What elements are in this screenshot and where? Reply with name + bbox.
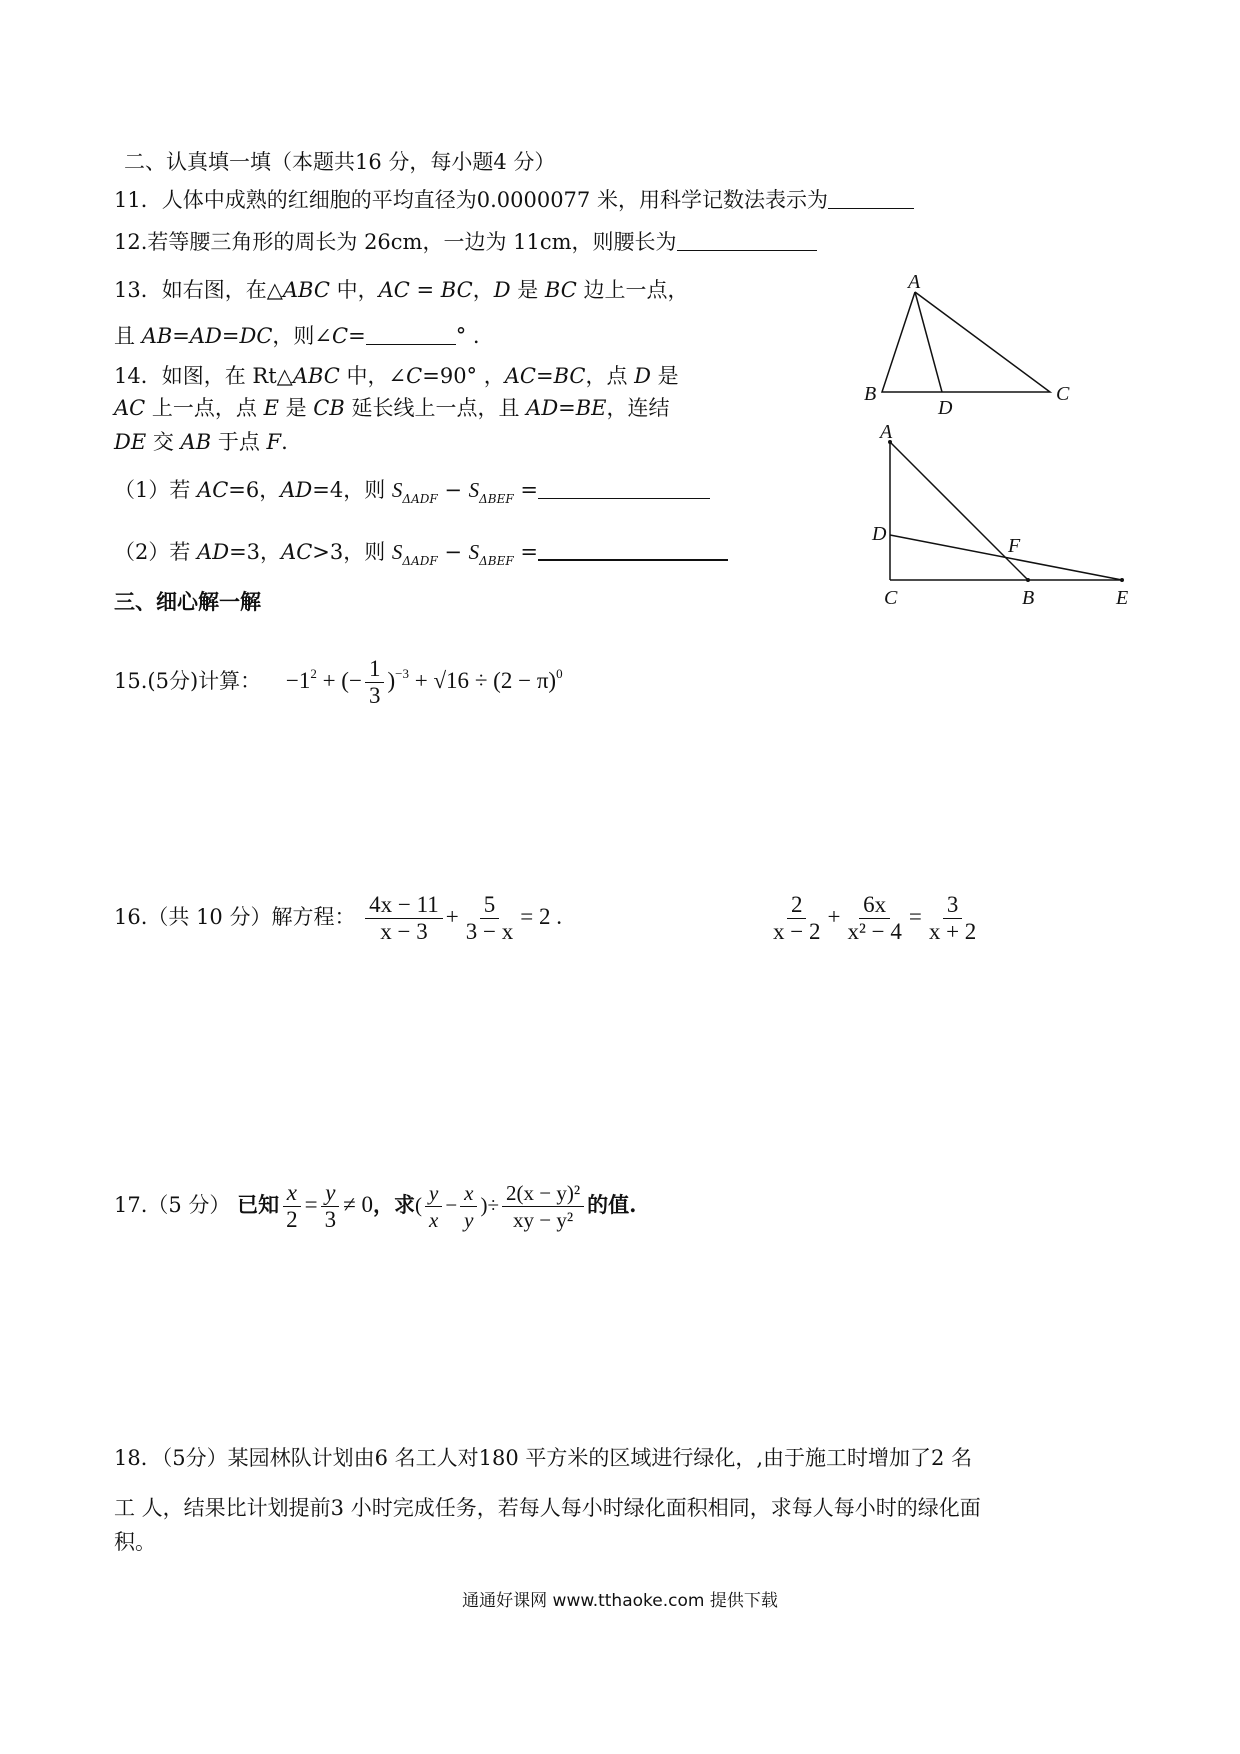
q14-segment: AC xyxy=(114,396,146,420)
question-18-line-2: 工 人，结果比计划提前3 小时完成任务，若每人每小时绿化面积相同，求每人每小时的绿化面 xyxy=(114,1496,981,1520)
q16-fraction xyxy=(769,892,824,945)
q14-text: （1）若 xyxy=(114,478,198,502)
q13-text: 是 xyxy=(510,278,545,302)
q16-label: 16.（共 10 分）解方程： xyxy=(114,904,356,929)
q14-segment: AD xyxy=(197,540,230,564)
q14-segment: DE xyxy=(114,430,147,454)
q17-condition xyxy=(279,1180,373,1232)
q14-text: 于点 xyxy=(211,430,267,454)
q14-text: 14．如图，在 Rt△ xyxy=(114,364,293,388)
q13-text: ，则∠ xyxy=(272,324,332,348)
question-18-line-1: 18．（5分）某园林队计划由6 名工人对180 平方米的区域进行绿化，,由于施工时增加了2 名 xyxy=(114,1446,973,1470)
plus-sign: + xyxy=(445,903,459,929)
answer-blank-11 xyxy=(828,188,914,209)
fraction-numerator: 2(x − y)² xyxy=(502,1180,584,1207)
answer-blank-12 xyxy=(677,230,817,251)
q13-triangle: ABC xyxy=(282,278,330,302)
question-13-line-2 xyxy=(114,322,480,350)
question-16 xyxy=(114,892,562,945)
fraction-numerator: x xyxy=(460,1180,477,1207)
q13-text: 边上一点， xyxy=(576,278,689,302)
footer-source: 通通好课网 www.tthaoke.com 提供下载 xyxy=(462,1591,778,1611)
q14-segment: AB xyxy=(180,430,212,454)
triangle-outline xyxy=(882,292,1050,392)
q13-text: 13．如右图，在△ xyxy=(114,278,283,302)
q14-text: 延长线上一点，且 xyxy=(344,396,527,420)
q14-text: 上一点，点 xyxy=(145,396,264,420)
area-subscript: ΔADF xyxy=(402,554,438,568)
figure-right-triangle xyxy=(860,422,1150,612)
segment-de xyxy=(890,535,1122,580)
area-symbol: S xyxy=(468,478,480,502)
q16-fraction xyxy=(843,892,905,945)
question-14-part-1 xyxy=(114,476,710,513)
vertex-label-c: C xyxy=(884,587,898,609)
vertex-label-e: E xyxy=(1116,587,1129,609)
q15-exponent: 0 xyxy=(556,665,563,681)
vertex-label-b: B xyxy=(864,383,877,405)
q14-condition: AD=BE xyxy=(526,396,607,420)
figure-triangle-abc xyxy=(850,274,1090,424)
q16-equation-2 xyxy=(766,892,983,945)
fraction-denominator: x + 2 xyxy=(928,919,977,944)
not-equal-zero: ≠ 0 xyxy=(343,1191,373,1217)
area-symbol: S xyxy=(391,540,403,564)
q15-fraction xyxy=(365,656,385,709)
question-14-line-2 xyxy=(114,394,670,422)
question-14-part-2 xyxy=(114,538,728,575)
paren: ) xyxy=(480,1192,488,1217)
q14-text: （2）若 xyxy=(114,540,198,564)
area-subscript: ΔADF xyxy=(402,492,438,506)
q17-fraction xyxy=(282,1180,302,1233)
q13-point: D xyxy=(493,278,511,302)
question-12-text: 12.若等腰三角形的周长为 26cm，一边为 11cm，则腰长为 xyxy=(114,230,677,254)
vertex-label-a: A xyxy=(908,274,921,293)
q17-known: 已知 xyxy=(237,1191,280,1217)
q13-text: 且 xyxy=(114,324,142,348)
q15-term: ÷ (2 − π) xyxy=(469,667,557,693)
q13-angle: C xyxy=(332,324,349,348)
q17-fraction xyxy=(321,1180,341,1233)
fraction-denominator: y xyxy=(464,1208,474,1233)
q15-expression xyxy=(285,656,563,708)
q15-exponent: 2 xyxy=(310,665,317,681)
q14-text: =3， xyxy=(229,540,282,564)
answer-blank-14-2 xyxy=(538,539,728,561)
q14-angle: C xyxy=(406,364,423,388)
paren: ( xyxy=(414,1192,422,1217)
q14-text: ，点 xyxy=(585,364,635,388)
question-11-text: 11．人体中成熟的红细胞的平均直径为0.0000077 米，用科学记数法表示为 xyxy=(114,188,828,212)
q17-expression xyxy=(414,1181,587,1233)
fraction-numerator: y xyxy=(425,1180,442,1207)
segment-ad xyxy=(915,292,942,392)
q17-find: ，求 xyxy=(372,1191,415,1217)
q14-triangle: ABC xyxy=(292,364,340,388)
plus-sign: + xyxy=(827,903,841,929)
q14-text: >3，则 xyxy=(312,540,392,564)
question-15 xyxy=(114,656,563,709)
q15-term: + xyxy=(408,667,434,693)
q14-condition: AC=BC xyxy=(504,364,586,388)
fraction-numerator: 2 xyxy=(787,892,807,919)
minus-sign: − xyxy=(437,540,469,564)
q14-point: D xyxy=(634,364,651,388)
area-subscript: ΔBEF xyxy=(479,492,514,506)
answer-blank-13 xyxy=(366,324,456,345)
q13-condition: AC = BC xyxy=(378,278,473,302)
section-2-heading: 二、认真填一填（本题共16 分，每小题4 分） xyxy=(124,150,556,174)
q13-text: 中， xyxy=(329,278,379,302)
answer-blank-14-1 xyxy=(538,478,710,499)
question-17 xyxy=(114,1180,636,1233)
q15-term: + (− xyxy=(316,667,362,693)
q14-text: =6， xyxy=(228,478,281,502)
q16-equation-1 xyxy=(362,892,562,944)
q14-text: 交 xyxy=(146,430,181,454)
q17-fraction xyxy=(502,1180,584,1233)
q13-text: = xyxy=(348,324,366,348)
fraction-numerator: 3 xyxy=(943,892,963,919)
vertex-label-f: F xyxy=(1008,535,1021,557)
segment-ab xyxy=(890,442,1028,580)
fraction-numerator: 6x xyxy=(859,892,890,919)
vertex-label-b: B xyxy=(1022,587,1035,609)
divide-sign: ÷ xyxy=(487,1192,500,1217)
fraction-denominator: 3 xyxy=(368,683,381,708)
q14-point: E xyxy=(263,396,279,420)
fraction-numerator: x xyxy=(283,1180,301,1207)
minus-sign: − xyxy=(445,1192,458,1217)
q14-text: 是 xyxy=(650,364,679,388)
q15-exponent: −3 xyxy=(395,665,409,681)
point-b xyxy=(1026,578,1030,582)
fraction-denominator: x² − 4 xyxy=(847,919,902,944)
fraction-numerator: 5 xyxy=(480,892,500,919)
fraction-denominator: 2 xyxy=(286,1207,298,1232)
q14-text: =4，则 xyxy=(312,478,392,502)
q14-segment: AD xyxy=(280,478,313,502)
fraction-numerator: 4x − 11 xyxy=(365,892,443,919)
fraction-denominator: x xyxy=(428,1208,439,1233)
area-symbol: S xyxy=(468,540,480,564)
equals-sign: = xyxy=(513,540,538,564)
point-e xyxy=(1120,578,1124,582)
q16-fraction xyxy=(365,892,443,945)
q14-text: ，连结 xyxy=(606,396,670,420)
q16-fraction xyxy=(462,892,517,945)
q15-term: ) xyxy=(387,667,396,693)
sqrt-term: √16 xyxy=(433,667,470,693)
vertex-label-a: A xyxy=(880,422,893,443)
equals-sign: = xyxy=(304,1191,318,1217)
q17-label: 17.（5 分） xyxy=(114,1192,231,1217)
fraction-denominator: x − 3 xyxy=(380,919,428,944)
question-14-line-3 xyxy=(114,428,288,456)
q14-segment: AC xyxy=(197,478,229,502)
question-12 xyxy=(114,228,817,256)
question-18-line-3: 积。 xyxy=(114,1530,156,1554)
vertex-label-d: D xyxy=(938,397,953,419)
fraction-denominator: 3 xyxy=(324,1207,337,1232)
fraction-denominator: xy − y² xyxy=(513,1208,574,1233)
q14-text: 中，∠ xyxy=(339,364,407,388)
area-subscript: ΔBEF xyxy=(479,554,514,568)
fraction-denominator: 3 − x xyxy=(465,919,514,944)
q14-point: F xyxy=(266,430,282,454)
q13-text: ， xyxy=(472,278,494,302)
q14-text: 是 xyxy=(278,396,314,420)
q13-degree: ° . xyxy=(455,324,480,348)
fraction-denominator: x − 2 xyxy=(773,919,821,944)
q14-text: =90° ， xyxy=(422,364,505,388)
vertex-label-d: D xyxy=(872,523,887,545)
area-symbol: S xyxy=(391,478,403,502)
minus-sign: − xyxy=(437,478,469,502)
q17-fraction xyxy=(460,1180,477,1233)
section-3-heading: 三、细心解一解 xyxy=(114,589,261,614)
vertex-label-c: C xyxy=(1056,383,1070,405)
question-14-line-1 xyxy=(114,362,679,390)
q14-segment: AC xyxy=(281,540,313,564)
question-11 xyxy=(114,186,914,214)
q17-fraction xyxy=(425,1180,442,1233)
q15-label: 15.(5分)计算： xyxy=(114,668,262,693)
q15-term: −1 xyxy=(285,667,311,693)
q16-fraction xyxy=(925,892,980,945)
q13-segment: BC xyxy=(544,278,577,302)
q14-text: . xyxy=(281,430,288,454)
q16-rhs: = 2 . xyxy=(520,903,562,929)
q14-segment: CB xyxy=(313,396,345,420)
equals-sign: = xyxy=(908,903,922,929)
fraction-numerator: y xyxy=(321,1180,339,1207)
q17-tail: 的值. xyxy=(587,1191,637,1217)
question-13-line-1 xyxy=(114,276,688,304)
q13-condition: AB=AD=DC xyxy=(141,324,273,348)
fraction-numerator: 1 xyxy=(365,656,385,683)
equals-sign: = xyxy=(513,478,538,502)
